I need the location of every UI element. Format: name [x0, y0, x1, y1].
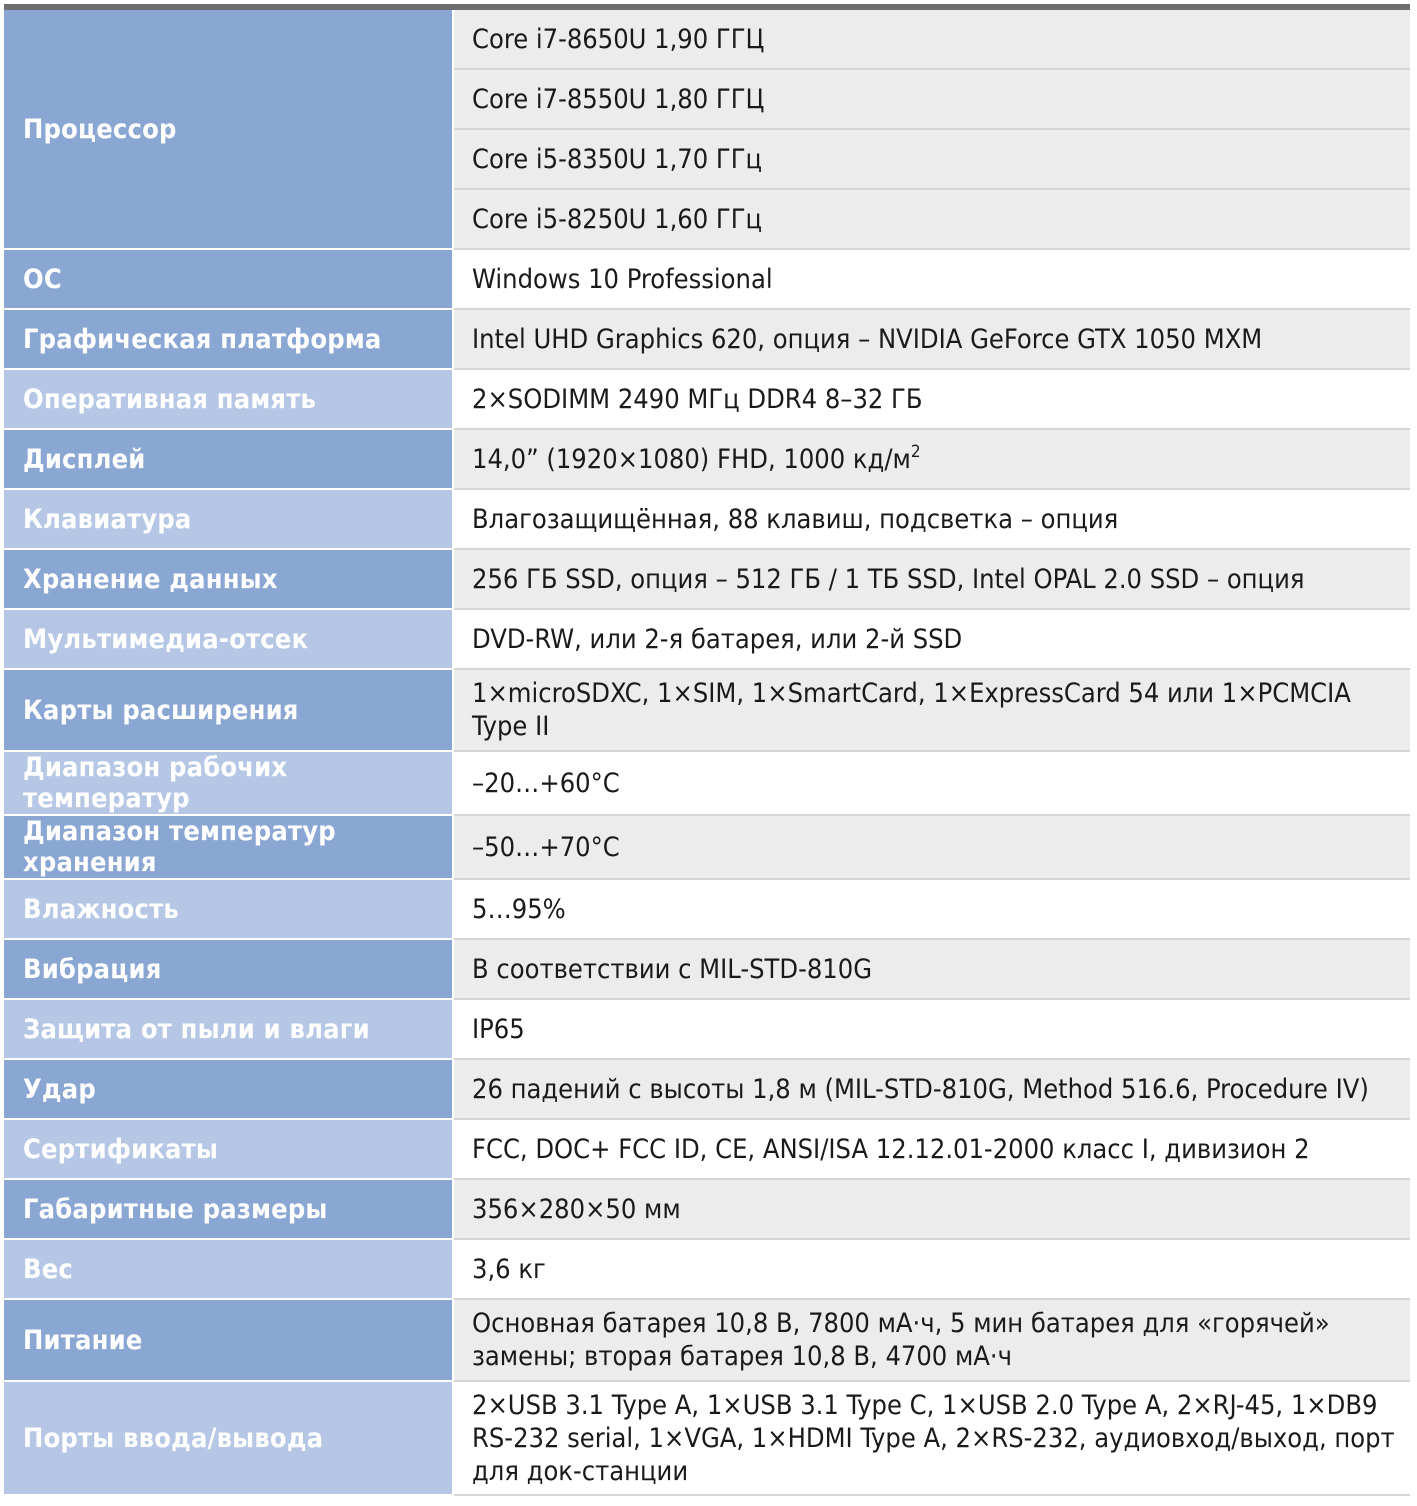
row-label: Дисплей: [4, 429, 453, 489]
row-value: 26 падений с высоты 1,8 м (MIL-STD-810G, Method 516.6, Procedure IV): [453, 1059, 1410, 1119]
row-value: 256 ГБ SSD, опция – 512 ГБ / 1 ТБ SSD, Intel OPAL 2.0 SSD – опция: [453, 549, 1410, 609]
table-row-expansion: [4, 669, 1410, 751]
row-label: Процессор: [4, 10, 453, 249]
row-value: DVD-RW, или 2-я батарея, или 2-й SSD: [453, 609, 1410, 669]
row-label: Порты ввода/вывода: [4, 1381, 453, 1495]
row-label: Диапазон рабочих температур: [4, 751, 453, 815]
table-row-os: [4, 249, 1410, 309]
row-label: Габаритные размеры: [4, 1179, 453, 1239]
display-value: 14,0” (1920×1080) FHD, 1000 кд/м: [472, 443, 911, 475]
row-label: Клавиатура: [4, 489, 453, 549]
table-row-shock: [4, 1059, 1410, 1119]
row-value: [453, 429, 1410, 489]
row-value: FCC, DOC+ FCC ID, CE, ANSI/ISA 12.12.01-2000 класс I, дивизион 2: [453, 1119, 1410, 1179]
table-row-keyboard: [4, 489, 1410, 549]
row-value: Intel UHD Graphics 620, опция – NVIDIA GeForce GTX 1050 MXM: [453, 309, 1410, 369]
row-value: Основная батарея 10,8 В, 7800 мА·ч, 5 мин батарея для «горячей» замены; вторая батарея 10,8 В, 4700 мА·ч: [453, 1299, 1410, 1381]
table-row-cpu: [4, 10, 1410, 69]
spec-table: [4, 10, 1410, 1496]
table-row-storage: [4, 549, 1410, 609]
table-row-certs: [4, 1119, 1410, 1179]
row-label: Удар: [4, 1059, 453, 1119]
row-label: ОС: [4, 249, 453, 309]
row-label: Графическая платформа: [4, 309, 453, 369]
table-row-ports: [4, 1381, 1410, 1495]
row-label: Мультимедиа-отсек: [4, 609, 453, 669]
table-row-display: [4, 429, 1410, 489]
row-value: В соответствии с MIL-STD-810G: [453, 939, 1410, 999]
row-label: Вес: [4, 1239, 453, 1299]
cpu-option: Core i7-8550U 1,80 ГГЦ: [453, 69, 1410, 129]
row-label: Влажность: [4, 879, 453, 939]
superscript: 2: [910, 441, 921, 462]
table-row-power: [4, 1299, 1410, 1381]
row-value: 2×USB 3.1 Type A, 1×USB 3.1 Type C, 1×USB 2.0 Type A, 2×RJ-45, 1×DB9 RS-232 serial, 1×VGA, 1×HDMI Type A, 2×RS-232, аудиовход/выход, порт для док-станции: [453, 1381, 1410, 1495]
table-row-media-bay: [4, 609, 1410, 669]
cpu-option: Core i5-8350U 1,70 ГГц: [453, 129, 1410, 189]
table-row-dimensions: [4, 1179, 1410, 1239]
table-row-vibration: [4, 939, 1410, 999]
table-row-ram: [4, 369, 1410, 429]
spec-table-frame: [4, 4, 1410, 1496]
row-value: 5…95%: [453, 879, 1410, 939]
table-row-weight: [4, 1239, 1410, 1299]
row-label: Оперативная память: [4, 369, 453, 429]
row-value: 3,6 кг: [453, 1239, 1410, 1299]
table-row-ingress: [4, 999, 1410, 1059]
row-value: IP65: [453, 999, 1410, 1059]
row-value: –50…+70°C: [453, 815, 1410, 879]
table-row-op-temp: [4, 751, 1410, 815]
row-value: Влагозащищённая, 88 клавиш, подсветка – опция: [453, 489, 1410, 549]
row-label: Диапазон температур хранения: [4, 815, 453, 879]
row-label: Сертификаты: [4, 1119, 453, 1179]
row-label: Питание: [4, 1299, 453, 1381]
row-value: Windows 10 Professional: [453, 249, 1410, 309]
table-row-graphics: [4, 309, 1410, 369]
row-label: Карты расширения: [4, 669, 453, 751]
row-label: Вибрация: [4, 939, 453, 999]
row-value: 356×280×50 мм: [453, 1179, 1410, 1239]
row-label: Хранение данных: [4, 549, 453, 609]
cpu-option: Core i5-8250U 1,60 ГГц: [453, 189, 1410, 249]
row-label: Защита от пыли и влаги: [4, 999, 453, 1059]
row-value: –20…+60°C: [453, 751, 1410, 815]
row-value: 2×SODIMM 2490 МГц DDR4 8–32 ГБ: [453, 369, 1410, 429]
table-row-humidity: [4, 879, 1410, 939]
cpu-option: Core i7-8650U 1,90 ГГЦ: [453, 10, 1410, 69]
row-value: 1×microSDXC, 1×SIM, 1×SmartCard, 1×ExpressCard 54 или 1×PCMCIA Type II: [453, 669, 1410, 751]
table-row-storage-temp: [4, 815, 1410, 879]
